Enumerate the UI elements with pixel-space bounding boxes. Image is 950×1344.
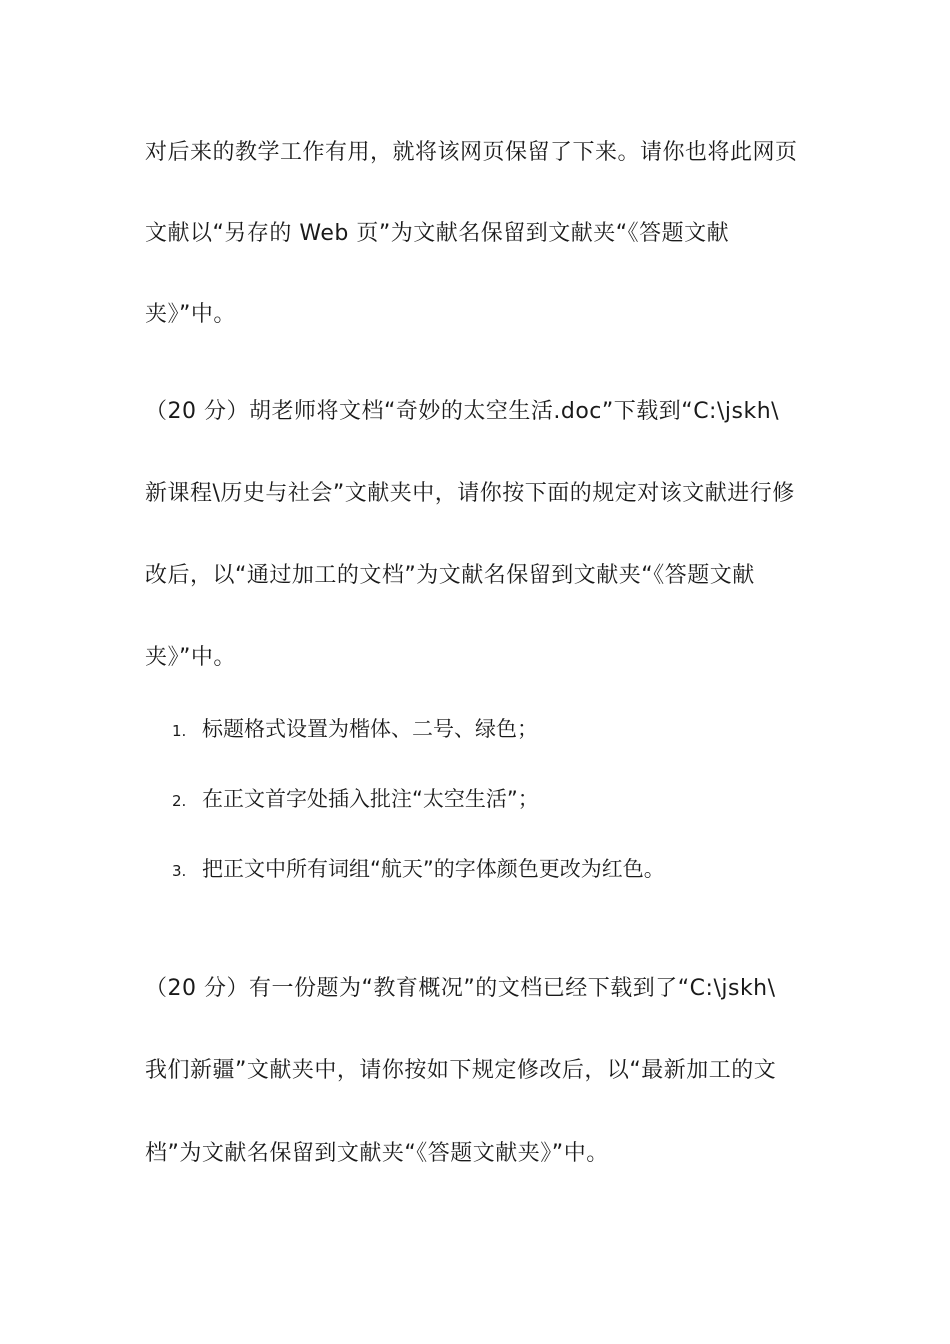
paragraph-1-line-1: 对后来的教学工作有用，就将该网页保留了下来。请你也将此网页 bbox=[145, 140, 798, 165]
list-item-number: 2. bbox=[172, 792, 187, 810]
paragraph-2-line-1: （20 分）胡老师将文档“奇妙的太空生活.doc”下载到“C:\jskh\ bbox=[145, 399, 780, 424]
list-item-text: 在正文首字处插入批注“太空生活”； bbox=[202, 787, 539, 811]
list-item bbox=[172, 714, 538, 746]
paragraph-3-line-2: 我们新疆”文献夹中，请你按如下规定修改后，以“最新加工的文 bbox=[145, 1058, 777, 1083]
paragraph-3-line-1: （20 分）有一份题为“教育概况”的文档已经下载到了“C:\jskh\ bbox=[145, 976, 776, 1001]
paragraph-2-line-2: 新课程\历史与社会”文献夹中，请你按下面的规定对该文献进行修 bbox=[145, 481, 795, 506]
list-item bbox=[172, 784, 539, 816]
list-item-text: 标题格式设置为楷体、二号、绿色； bbox=[202, 717, 538, 741]
paragraph-2-line-4: 夹》”中。 bbox=[145, 645, 236, 670]
list-item-number: 3. bbox=[172, 862, 187, 880]
list-item-number: 1. bbox=[172, 722, 187, 740]
paragraph-1-line-2: 文献以“另存的 Web 页”为文献名保留到文献夹“《答题文献 bbox=[145, 221, 730, 246]
paragraph-1-line-3: 夹》”中。 bbox=[145, 302, 236, 327]
list-item bbox=[172, 854, 665, 886]
list-item-text: 把正文中所有词组“航天”的字体颜色更改为红色。 bbox=[202, 857, 665, 881]
paragraph-3-line-3: 档”为文献名保留到文献夹“《答题文献夹》”中。 bbox=[145, 1141, 609, 1166]
paragraph-2-line-3: 改后，以“通过加工的文档”为文献名保留到文献夹“《答题文献 bbox=[145, 563, 755, 588]
